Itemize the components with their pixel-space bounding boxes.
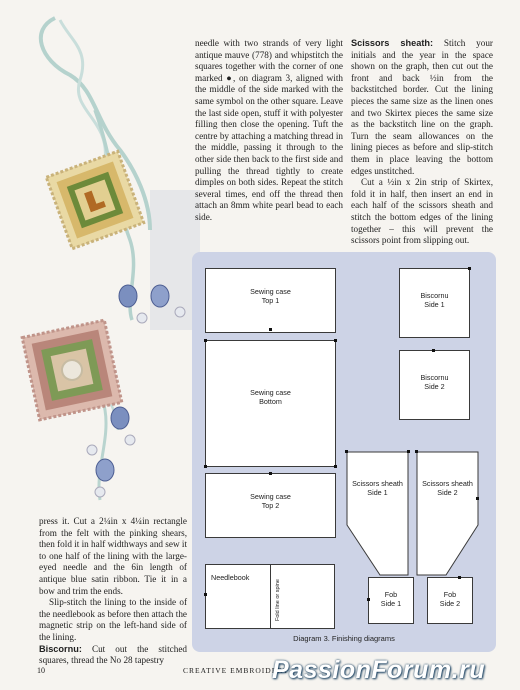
- paragraph-scissors: [351, 38, 493, 177]
- text-column-middle: [195, 38, 343, 224]
- page-number: 10: [37, 666, 45, 675]
- marker-dot: [204, 339, 207, 342]
- piece-label: Biscornu: [420, 291, 449, 300]
- paragraph-text: Cut out the stitched squares, thread the No 28 tapestry: [39, 643, 187, 666]
- piece-label: Side 1: [367, 488, 388, 497]
- piece-biscornu-side-2: [399, 350, 470, 420]
- marker-dot: [367, 598, 370, 601]
- piece-needlebook: [205, 564, 335, 629]
- fold-line: [270, 565, 271, 628]
- section-heading-biscornu: Biscornu:: [39, 643, 82, 654]
- piece-sewing-case-bottom: [205, 340, 336, 467]
- marker-dot: [204, 593, 207, 596]
- paragraph: needle with two strands of very light antique mauve (778) and whipstitch the squares together with the corner of one marked ●, on diagram 3, aligned with the middle of the side marked with the same symbol on the other square. Leave the last side open, stuff it with polyester filling then close the opening. Tuft the centre by attaching a matching thread in the middle, passing it through to the other side then back to the first side and pulling the thread tightly to create dimples on both sides. Repeat the stitch several times, end off the thread then attach an 8mm white pearl bead to each side.: [195, 38, 343, 222]
- piece-label: Side 2: [437, 488, 458, 497]
- marker-dot: [432, 349, 435, 352]
- piece-label: Needlebook: [211, 573, 250, 582]
- ornament-photo: [0, 0, 200, 510]
- paragraph-biscornu: [39, 644, 187, 667]
- marker-dot: [334, 465, 337, 468]
- piece-label: Side 1: [424, 300, 445, 309]
- piece-sewing-case-top-1: [205, 268, 336, 333]
- piece-sewing-case-top-2: [205, 473, 336, 538]
- piece-label: Bottom: [259, 397, 282, 406]
- text-column-left: [39, 516, 187, 667]
- diagram-caption: Diagram 3. Finishing diagrams: [293, 634, 395, 643]
- marker-dot: [204, 465, 207, 468]
- fold-label: Fold line or spine: [275, 579, 281, 621]
- piece-label: Scissors sheath: [422, 479, 473, 488]
- piece-label: Sewing case: [250, 287, 291, 296]
- marker-dot: [269, 328, 272, 331]
- piece-label: Side 1: [380, 599, 402, 608]
- sheath-label-2: [417, 479, 478, 497]
- piece-label: Side 2: [424, 382, 445, 391]
- piece-label: Side 2: [439, 599, 461, 608]
- paragraph: Cut a ½in x 2in strip of Skirtex, fold it in half, then insert an end in each half of the scissors sheath and stitch the bottom edges of the lining together – this will prevent the scissors point from slipping out.: [351, 177, 493, 246]
- paragraph: Slip-stitch the lining to the inside of the needlebook as before then attach the magnetic strip on the left-hand side of the lining.: [39, 597, 187, 642]
- paragraph-text: Stitch your initials and the year in the space shown on the graph, then cut out the front and back ½in from the backstitched border. Cut the lining pieces the same size as the linen ones and two Skirtex pieces the same size as the backstitch line on the graph. Turn the seam allowances on the lining pieces as before and slip-stitch them in place leaving the bottom edges unstitched.: [351, 38, 493, 176]
- sheath-label-1: [347, 479, 408, 497]
- piece-fob-side-2: [427, 577, 473, 624]
- magazine-name: CREATIVE EMBROIDERY: [183, 666, 290, 675]
- piece-label: Fob: [384, 590, 398, 599]
- piece-label: Top 2: [261, 501, 280, 510]
- marker-dot: [458, 576, 461, 579]
- paragraph: press it. Cut a 2¼in x 4¼in rectangle from the felt with the pinking shears, then fold it in half widthways and sew it to one half of the lining with the large-eyed needle and the 6in length of antique blue satin ribbon. Tie it in a bow and trim the ends.: [39, 516, 187, 596]
- marker-dot: [334, 339, 337, 342]
- piece-label: Top 1: [261, 296, 280, 305]
- text-column-right: [351, 38, 493, 247]
- section-heading-scissors: Scissors sheath:: [351, 38, 434, 48]
- watermark: PassionForum.ru: [272, 656, 486, 684]
- piece-label: Biscornu: [420, 373, 449, 382]
- piece-label: Scissors sheath: [352, 479, 403, 488]
- piece-biscornu-side-1: [399, 268, 470, 338]
- scissors-sheath-shapes: [342, 447, 492, 587]
- piece-label: Sewing case: [250, 492, 291, 501]
- marker-dot: [269, 472, 272, 475]
- piece-label: Sewing case: [250, 388, 291, 397]
- piece-fob-side-1: [368, 577, 414, 624]
- piece-label: Fob: [443, 590, 457, 599]
- finishing-diagram: [192, 252, 496, 652]
- marker-dot: [468, 267, 471, 270]
